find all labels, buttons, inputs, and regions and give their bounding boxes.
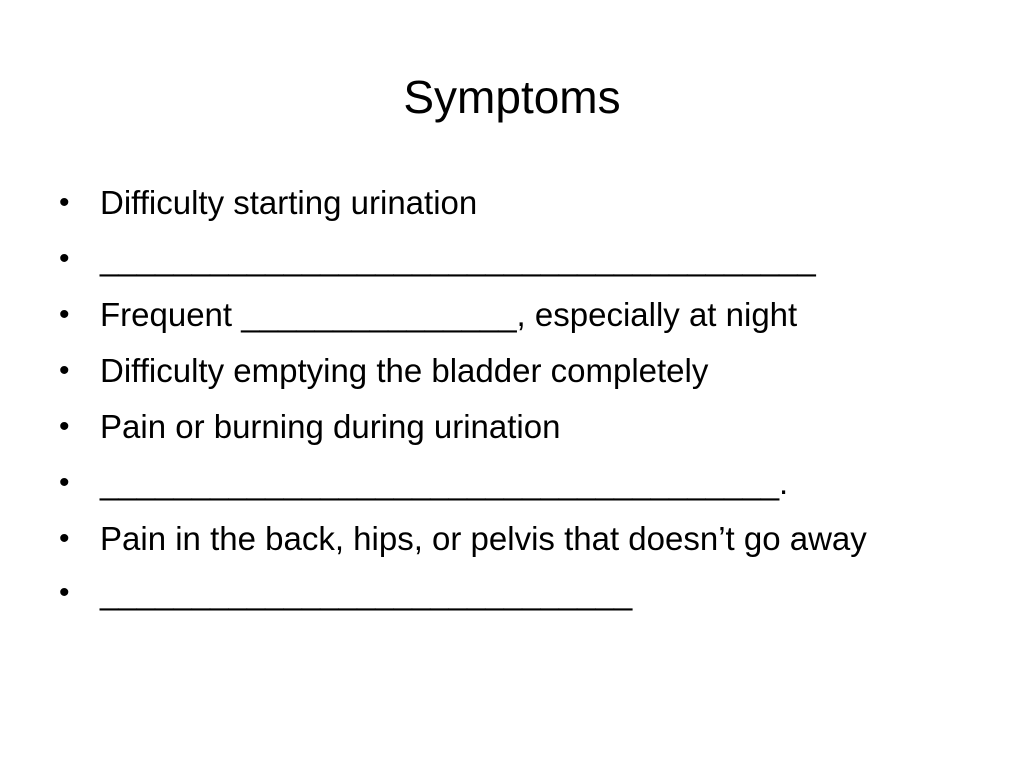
- bullet-icon: •: [59, 522, 70, 555]
- bullet-icon: •: [59, 298, 70, 331]
- bullet-text: Pain or burning during urination: [100, 408, 561, 445]
- bullet-text: _______________________________________: [100, 240, 816, 277]
- slide-title: Symptoms: [403, 71, 621, 123]
- bullet-text: Pain in the back, hips, or pelvis that doesn’t go away: [100, 520, 867, 557]
- list-item: [55, 571, 955, 615]
- list-item: [55, 349, 955, 393]
- bullet-text: _____________________________________.: [100, 464, 789, 501]
- bullet-icon: •: [59, 186, 70, 219]
- list-item: [55, 517, 955, 561]
- list-item: [55, 461, 955, 505]
- list-item: [55, 181, 955, 225]
- list-item: [55, 405, 955, 449]
- bullet-icon: •: [59, 576, 70, 609]
- bullet-icon: •: [59, 466, 70, 499]
- bullet-text: Frequent _______________, especially at night: [100, 296, 798, 333]
- bullet-icon: •: [59, 242, 70, 275]
- bullet-text: Difficulty emptying the bladder completely: [100, 352, 709, 389]
- bullet-icon: •: [59, 354, 70, 387]
- list-item: [55, 293, 955, 337]
- bullet-text: _____________________________: [100, 574, 633, 611]
- bullet-text: Difficulty starting urination: [100, 184, 478, 221]
- list-item: [55, 237, 955, 281]
- symptom-bullet-list: [55, 181, 955, 627]
- bullet-icon: •: [59, 410, 70, 443]
